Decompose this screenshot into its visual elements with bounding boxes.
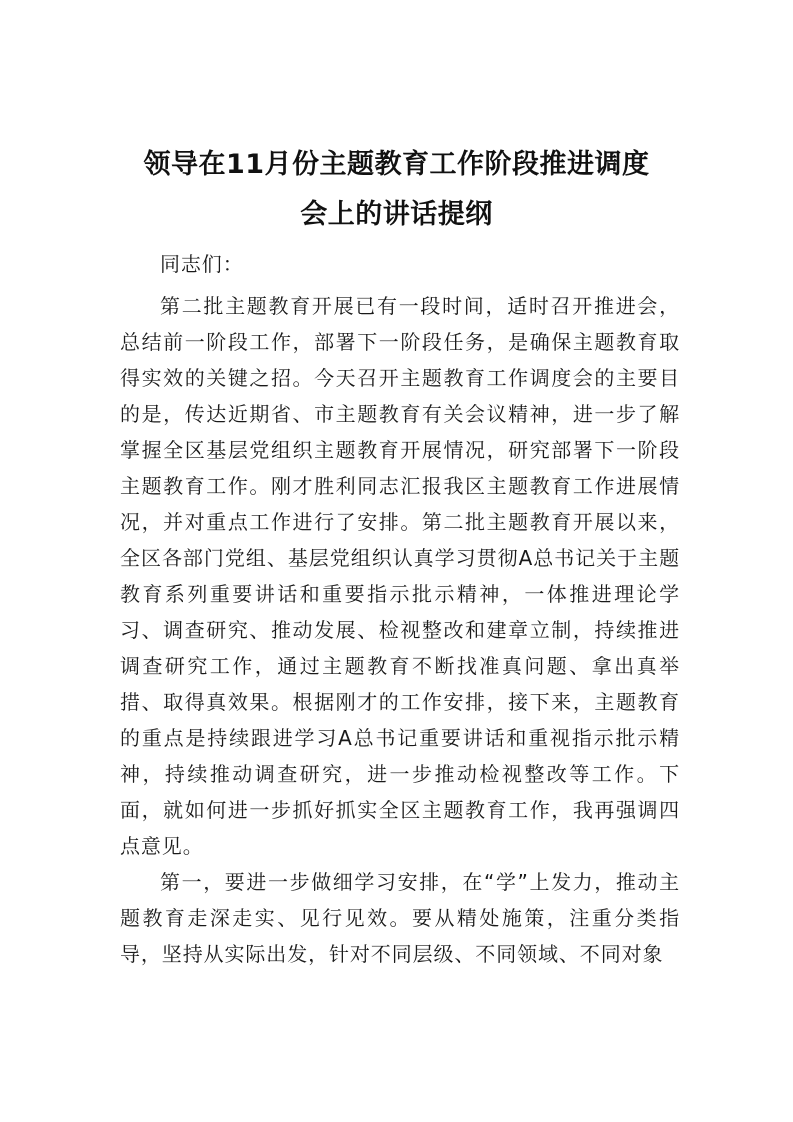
paragraph-point-one: 第一，要进一步做细学习安排，在“学”上发力，推动主题教育走深走实、见行见效。要从精处施策，注重分类指导，坚持从实际出发，针对不同层级、不同领域、不同对象 xyxy=(120,870,680,966)
title-line-1: 领导在11月份主题教育工作阶段推进调度 xyxy=(143,149,650,181)
document-body xyxy=(120,246,680,972)
salutation: 同志们： xyxy=(160,252,244,276)
title-line-2: 会上的讲话提纲 xyxy=(300,199,493,231)
document-title xyxy=(100,140,693,240)
paragraph-intro: 第二批主题教育开展已有一段时间，适时召开推进会，总结前一阶段工作，部署下一阶段任务，是确保主题教育取得实效的关键之招。今天召开主题教育工作调度会的主要目的是，传达近期省、市主题教育有关会议精神，进一步了解掌握全区基层党组织主题教育开展情况，研究部署下一阶段主题教育工作。刚才胜利同志汇报我区主题教育工作进展情况，并对重点工作进行了安排。第二批主题教育开展以来，全区各部门党组、基层党组织认真学习贯彻A总书记关于主题教育系列重要讲话和重要指示批示精神，一体推进理论学习、调查研究、推动发展、检视整改和建章立制，持续推进调查研究工作，通过主题教育不断找准真问题、拿出真举措、取得真效果。根据刚才的工作安排，接下来，主题教育的重点是持续跟进学习A总书记重要讲话和重视指示批示精神，持续推动调查研究，进一步推动检视整改等工作。下面，就如何进一步抓好抓实全区主题教育工作，我再强调四点意见。 xyxy=(120,294,680,858)
